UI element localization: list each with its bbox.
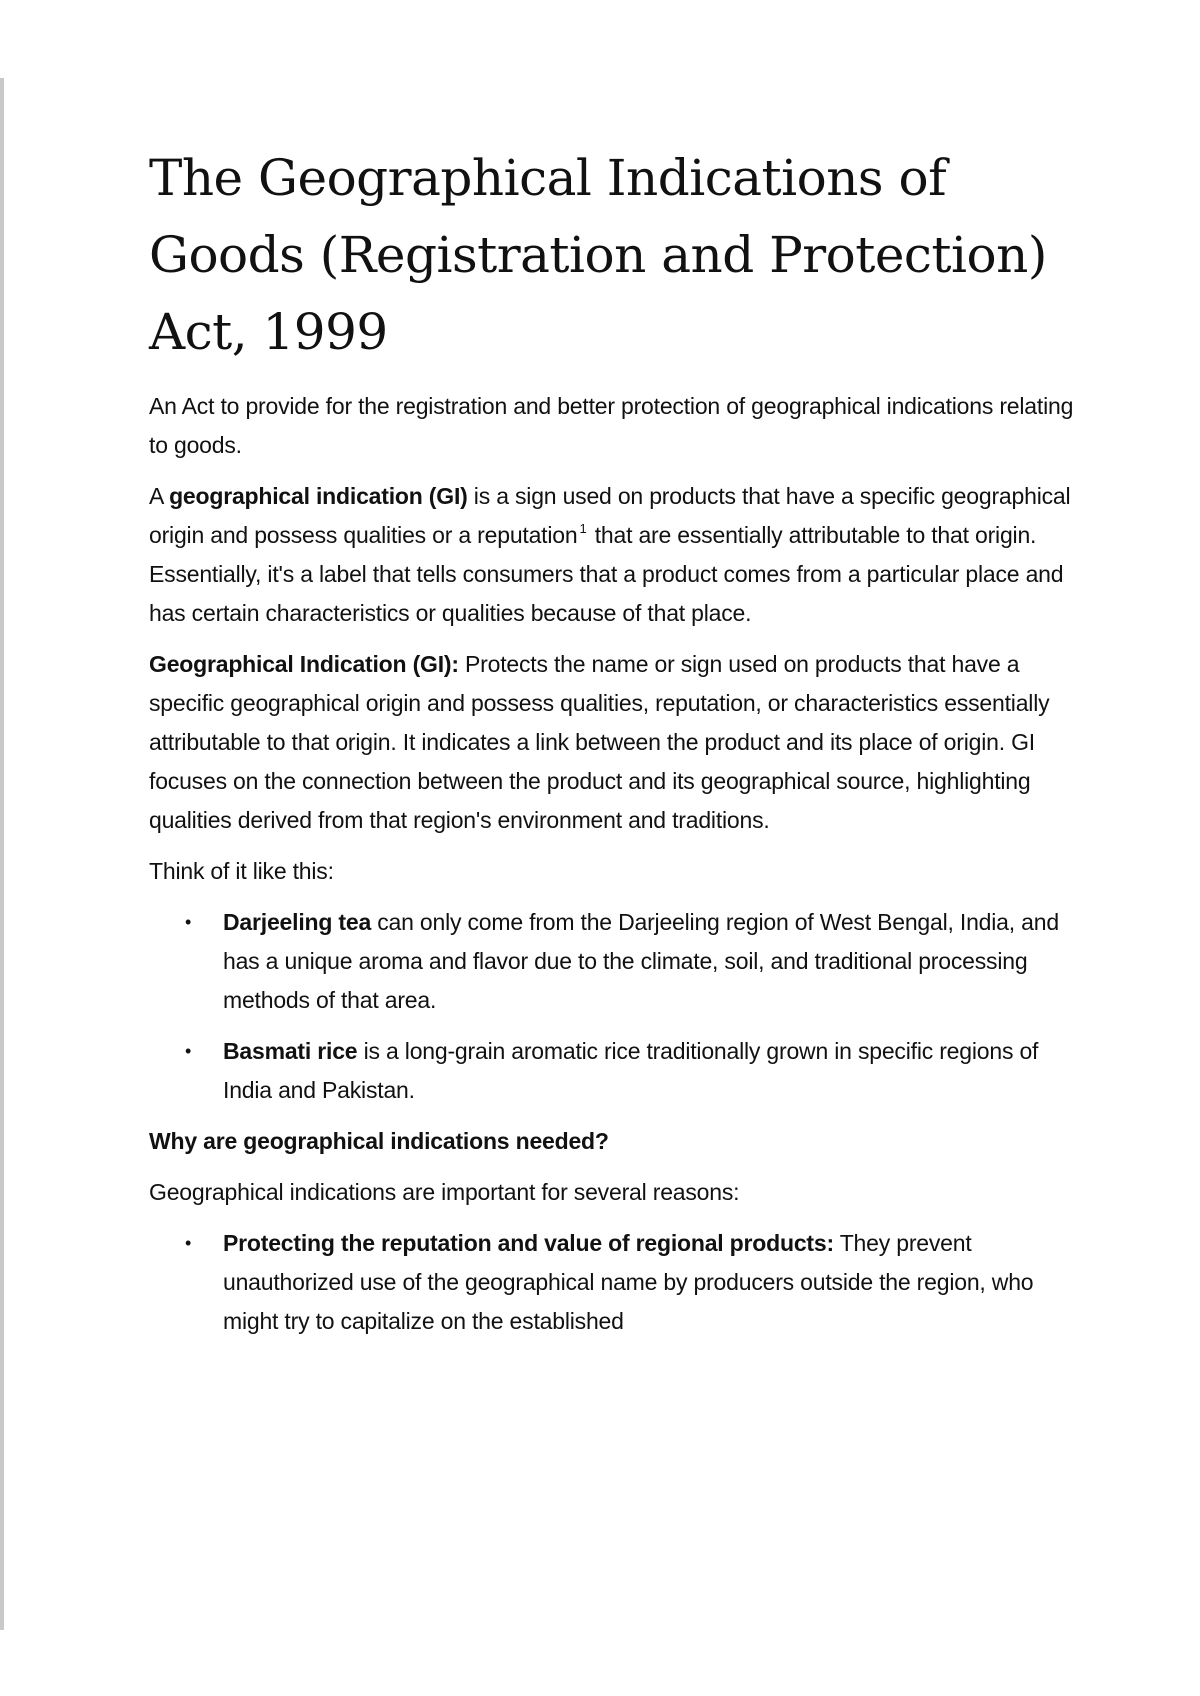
- example-term: Basmati rice: [223, 1038, 358, 1064]
- gi-term: geographical indication (GI): [169, 483, 468, 509]
- bullet-icon: •: [185, 1233, 192, 1253]
- page-left-border: [0, 78, 4, 1630]
- reasons-intro: Geographical indications are important for several reasons:: [149, 1179, 740, 1205]
- gi-definition-paragraph: [149, 477, 1079, 633]
- list-item: [185, 903, 1079, 1020]
- document-title: The Geographical Indications of Goods (Registration and Protection) Act, 1999: [149, 149, 1047, 361]
- footnote-marker[interactable]: 1: [579, 521, 587, 536]
- definition-lead: A: [149, 483, 170, 509]
- document-page: [149, 140, 1079, 1353]
- gi-protection-term: Geographical Indication (GI):: [149, 651, 459, 677]
- list-item: [185, 1224, 1079, 1341]
- bullet-icon: •: [185, 1041, 192, 1061]
- definition-text-b: that are essentially attributable to that origin. Essentially, it's a label that tells consumers that a product comes from a particular place and has certain characteristics or qualities because of that place.: [149, 522, 1064, 626]
- example-text: is a long-grain aromatic rice traditionally grown in specific regions of India and Pakistan.: [223, 1038, 1039, 1103]
- gi-protection-paragraph: [149, 645, 1079, 840]
- example-text: can only come from the Darjeeling region of West Bengal, India, and has a unique aroma and flavor due to the climate, soil, and traditional processing methods of that area.: [223, 909, 1059, 1013]
- definition-text-a: is a sign used on products that have a specific geographical origin and possess qualities or a reputation: [149, 483, 1071, 548]
- reason-text: They prevent unauthorized use of the geographical name by producers outside the region, who might try to capitalize on the established: [223, 1230, 1034, 1334]
- reason-term: Protecting the reputation and value of regional products:: [223, 1230, 834, 1256]
- gi-protection-text: Protects the name or sign used on products that have a specific geographical origin and possess qualities, reputation, or characteristics essentially attributable to that origin. It indicates a link between the product and its place of origin. GI focuses on the connection between the product and its geographical source, highlighting qualities derived from that region's environment and traditions.: [149, 651, 1050, 833]
- list-item: [185, 1032, 1079, 1110]
- intro-paragraph: An Act to provide for the registration and better protection of geographical indications relating to goods.: [149, 393, 1074, 458]
- think-line: Think of it like this:: [149, 858, 334, 884]
- examples-list: [149, 903, 1079, 1110]
- reasons-list: [149, 1224, 1079, 1341]
- bullet-icon: •: [185, 912, 192, 932]
- example-term: Darjeeling tea: [223, 909, 372, 935]
- why-heading: Why are geographical indications needed?: [149, 1128, 609, 1154]
